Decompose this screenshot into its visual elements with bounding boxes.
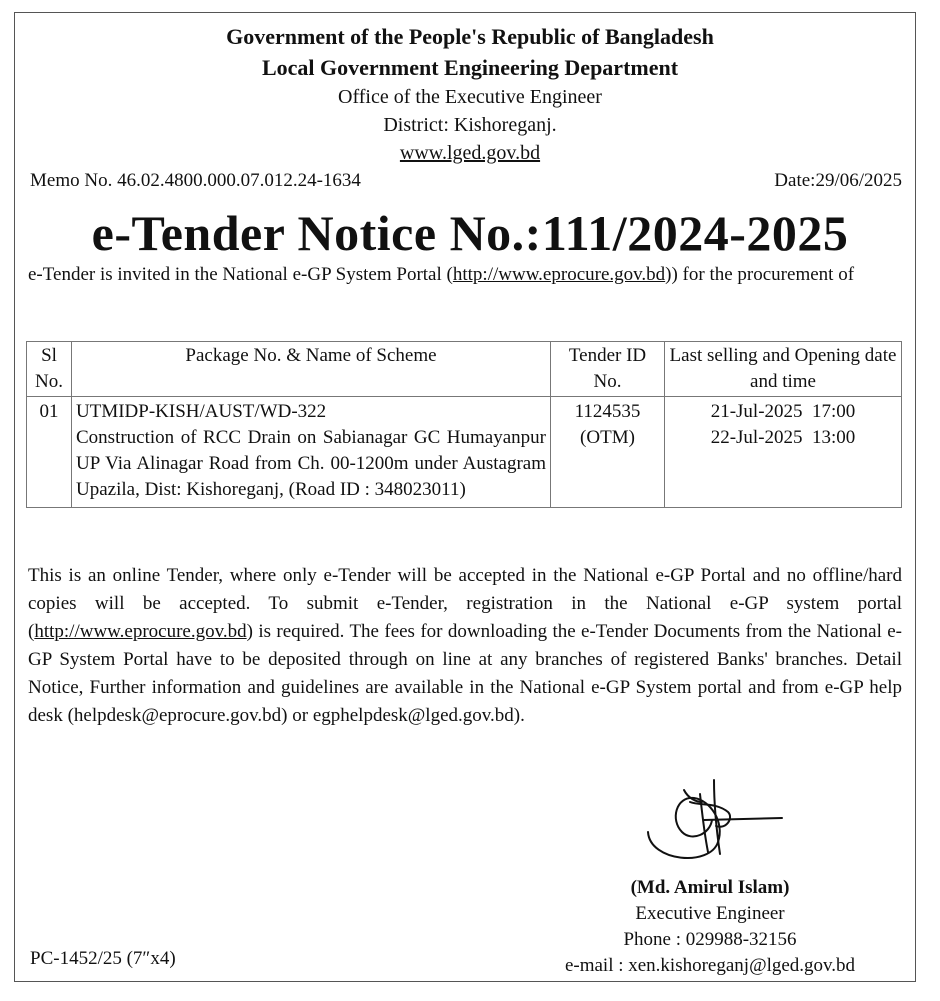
signer-phone: Phone : 029988-32156 xyxy=(623,929,797,950)
package-number: UTMIDP-KISH/AUST/WD-322 xyxy=(76,401,327,422)
tender-table xyxy=(26,341,902,508)
table-row xyxy=(27,397,902,508)
instructions-paragraph: This is an online Tender, where only e-Tender will be accepted in the National e-GP Portal and no offline/hard copies will be accepted. To submit e-Tender, registration in the National e-GP system portal (http://www.eprocure.gov.bd) is required. The fees for downloading the e-Tender Documents from the National e-GP System Portal have to be deposited through on line at any branches of registered Banks' branches. Detail Notice, Further information and guidelines are available in the National e-GP System portal and from e-GP help desk (helpdesk@eprocure.gov.bd) or egphelpdesk@lged.gov.bd). xyxy=(28,565,902,726)
signer-email: e-mail : xen.kishoreganj@lged.gov.bd xyxy=(564,955,856,976)
header-dates: Last selling and Opening date and time xyxy=(665,342,902,397)
memo-date: Date:29/06/2025 xyxy=(774,170,902,191)
signer-name: (Md. Amirul Islam) xyxy=(630,877,790,898)
scheme-name: Construction of RCC Drain on Sabianagar GC Humayanpur UP Via Alinagar Road from Ch. 00-1200m under Austagram Upazila, Dist: Kishoreganj, (Road ID : 348023011) xyxy=(76,427,546,500)
opening-date: 22-Jul-2025 13:00 xyxy=(710,427,856,448)
notice-title: e-Tender Notice No.:111/2024-2025 xyxy=(91,205,849,261)
intro-paragraph: e-Tender is invited in the National e-GP System Portal (http://www.eprocure.gov.bd)) for the procurement of xyxy=(28,264,855,285)
row-package xyxy=(72,397,551,508)
pc-number: PC-1452/25 (7″x4) xyxy=(30,948,176,969)
header-district: District: Kishoreganj. xyxy=(383,114,557,136)
header-package: Package No. & Name of Scheme xyxy=(72,342,551,397)
procurement-method: (OTM) xyxy=(580,427,635,448)
header-office: Office of the Executive Engineer xyxy=(338,86,602,108)
eprocure-link[interactable]: http://www.eprocure.gov.bd xyxy=(452,264,666,285)
header-website-link[interactable]: www.lged.gov.bd xyxy=(399,142,541,164)
header-government: Government of the People's Republic of Bangladesh xyxy=(226,24,714,49)
signer-designation: Executive Engineer xyxy=(635,903,785,924)
header-department: Local Government Engineering Department xyxy=(261,55,679,80)
last-selling-date: 21-Jul-2025 17:00 xyxy=(710,401,856,422)
row-dates xyxy=(665,397,902,508)
eprocure-link-2[interactable]: http://www.eprocure.gov.bd xyxy=(34,621,247,642)
header-tender-id: Tender ID No. xyxy=(551,342,665,397)
table-header-row xyxy=(27,342,902,397)
row-sl: 01 xyxy=(27,397,72,508)
tender-id: 1124535 xyxy=(574,401,641,422)
memo-number: Memo No. 46.02.4800.000.07.012.24-1634 xyxy=(30,170,361,191)
signature-image xyxy=(630,772,800,872)
header-sl: Sl No. xyxy=(27,342,72,397)
row-tender-id xyxy=(551,397,665,508)
